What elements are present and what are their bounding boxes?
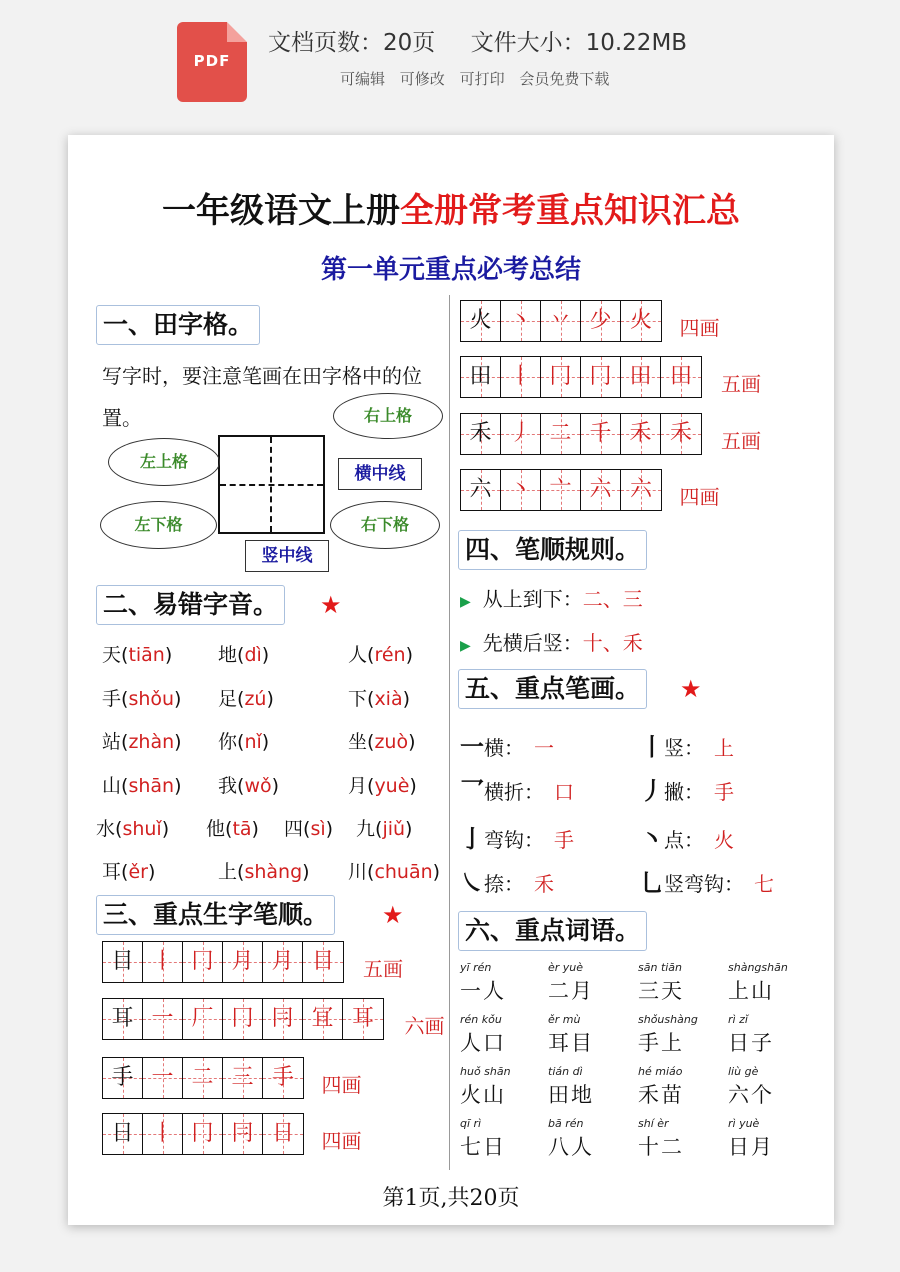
word-pinyin: yī rén	[460, 961, 492, 974]
word-item	[728, 1117, 774, 1161]
label-horizontal-centerline: 横中线	[338, 458, 422, 490]
title-red: 全册常考重点知识汇总	[400, 191, 740, 231]
word-characters: 七日	[460, 1135, 506, 1159]
rule-text: 从上到下：	[482, 587, 583, 611]
grid-character: 日	[103, 1114, 143, 1154]
stroke-count: 四画	[679, 316, 720, 340]
grid-stroke-step: 冂	[183, 1114, 223, 1154]
stroke-item: ㇏捺： 禾	[460, 869, 554, 897]
star-icon: ★	[320, 591, 342, 619]
word-pinyin: shǒushàng	[638, 1013, 698, 1026]
grid-stroke-step: 丨	[143, 942, 183, 982]
stroke-glyph: 乛	[460, 777, 484, 805]
rule-item	[460, 627, 643, 656]
grid-stroke-step: 冂	[183, 942, 223, 982]
word-characters: 上山	[728, 979, 774, 1003]
section-heading-5: 五、重点笔画。	[458, 669, 647, 709]
grid-stroke-step: 亠	[541, 470, 581, 510]
word-pinyin: huǒ shān	[460, 1065, 511, 1078]
grid-stroke-step: 丿	[501, 414, 541, 454]
tianzige-diagram	[218, 435, 325, 534]
stroke-grid	[102, 941, 344, 983]
word-characters: 十二	[638, 1135, 684, 1159]
grid-stroke-step: 丨	[143, 1114, 183, 1154]
grid-stroke-step: 冂	[541, 357, 581, 397]
grid-stroke-step: 冂	[223, 999, 263, 1039]
stroke-grid	[460, 413, 702, 455]
page-footer: 第1页,共20页	[382, 1186, 520, 1211]
pinyin-entry: 手(shǒu)	[102, 688, 182, 710]
word-pinyin: shí èr	[638, 1117, 669, 1130]
section-heading-3: 三、重点生字笔顺。	[96, 895, 335, 935]
grid-character: 手	[103, 1058, 143, 1098]
word-pinyin: qī rì	[460, 1117, 482, 1130]
stroke-grid	[102, 1113, 304, 1155]
grid-stroke-step: 冝	[303, 999, 343, 1039]
label-vertical-centerline: 竖中线	[245, 540, 329, 572]
pinyin-entry: 足(zú)	[218, 688, 274, 710]
pinyin-entry: 九(jiǔ)	[356, 818, 413, 840]
pdf-file-icon	[177, 22, 247, 102]
grid-character: 田	[461, 357, 501, 397]
stroke-count: 六画	[404, 1014, 445, 1038]
section-1-text: 写字时，要注意笔画在田字格中的位置。	[102, 364, 422, 430]
grid-stroke-step: 厂	[183, 999, 223, 1039]
word-pinyin: rén kǒu	[460, 1013, 502, 1026]
pinyin-entry: 站(zhàn)	[102, 731, 182, 753]
stroke-count: 四画	[321, 1073, 362, 1097]
word-item	[460, 961, 506, 1005]
word-characters: 禾苗	[638, 1083, 684, 1107]
grid-stroke-step: 一	[143, 1058, 183, 1098]
grid-stroke-step: 六	[621, 470, 661, 510]
word-item	[460, 1065, 511, 1109]
stroke-glyph: 丨	[640, 733, 664, 761]
word-characters: 日子	[728, 1031, 774, 1055]
word-characters: 八人	[548, 1135, 594, 1159]
word-item	[638, 1065, 684, 1109]
page-title	[68, 183, 834, 232]
pinyin-entry: 我(wǒ)	[218, 775, 280, 797]
document-page	[68, 135, 834, 1225]
word-item	[638, 1013, 698, 1057]
pinyin-entry: 上(shàng)	[218, 861, 310, 883]
rule-text: 先横后竖：	[482, 631, 583, 655]
grid-stroke-step: 少	[581, 301, 621, 341]
rule-item	[460, 583, 643, 612]
bubble-bottom-left: 左下格	[100, 501, 217, 549]
grid-stroke-step: 禾	[621, 414, 661, 454]
grid-character: 六	[461, 470, 501, 510]
stroke-count: 五画	[363, 957, 403, 981]
stroke-item: 丶点： 火	[640, 825, 734, 853]
stroke-count: 五画	[721, 372, 761, 396]
word-item	[460, 1117, 506, 1161]
stroke-item: 丨竖： 上	[640, 733, 734, 761]
word-characters: 六个	[728, 1083, 774, 1107]
word-characters: 日月	[728, 1135, 774, 1159]
stroke-item: 丿撇： 手	[640, 777, 734, 805]
pinyin-entry: 下(xià)	[348, 688, 411, 710]
section-heading-1: 一、田字格。	[96, 305, 260, 345]
word-item	[548, 1065, 594, 1109]
word-pinyin: ěr mù	[548, 1013, 581, 1026]
stroke-glyph: ㇏	[460, 869, 484, 897]
grid-stroke-step: 丶	[501, 301, 541, 341]
stroke-item: 乚竖弯钩： 七	[640, 869, 774, 897]
grid-stroke-step: 火	[621, 301, 661, 341]
stroke-item: 亅弯钩： 手	[460, 825, 574, 853]
grid-stroke-step: 冃	[223, 1114, 263, 1154]
word-characters: 三天	[638, 979, 684, 1003]
stroke-grid	[460, 469, 662, 511]
word-item	[728, 961, 788, 1005]
stroke-item: 乛横折： 口	[460, 777, 574, 805]
pinyin-entry: 耳(ěr)	[102, 861, 156, 883]
doc-features	[340, 68, 619, 89]
stroke-glyph: 亅	[460, 825, 484, 853]
word-characters: 手上	[638, 1031, 684, 1055]
word-pinyin: tián dì	[548, 1065, 583, 1078]
word-pinyin: shàngshān	[728, 961, 788, 974]
stroke-glyph: 一	[460, 733, 484, 761]
word-characters: 一人	[460, 979, 506, 1003]
page-subtitle: 第一单元重点必考总结	[320, 255, 581, 285]
feature-printable: 可打印	[459, 70, 505, 88]
doc-meta	[268, 24, 715, 57]
stroke-glyph: 丶	[640, 825, 664, 853]
stroke-count: 四画	[321, 1129, 362, 1153]
word-item	[638, 1117, 684, 1161]
grid-stroke-step: 丶	[501, 470, 541, 510]
word-item	[728, 1013, 774, 1057]
pinyin-entry: 月(yuè)	[348, 775, 417, 797]
grid-stroke-step: 六	[581, 470, 621, 510]
pinyin-entry: 人(rén)	[348, 644, 413, 666]
pinyin-entry: 水(shuǐ)	[96, 818, 170, 840]
column-divider	[449, 295, 450, 1170]
word-characters: 人口	[460, 1031, 506, 1055]
section-heading-6: 六、重点词语。	[458, 911, 647, 951]
feature-modifiable: 可修改	[399, 70, 445, 88]
grid-stroke-step: 禾	[661, 414, 701, 454]
pinyin-entry: 你(nǐ)	[218, 731, 270, 753]
grid-stroke-step: 丷	[541, 301, 581, 341]
grid-character: 目	[103, 942, 143, 982]
triangle-bullet-icon: ▶	[460, 594, 471, 610]
word-pinyin: èr yuè	[548, 961, 584, 974]
rule-example: 十、禾	[582, 631, 643, 655]
word-item	[548, 961, 594, 1005]
word-item	[460, 1013, 506, 1057]
grid-stroke-step: 月	[263, 942, 303, 982]
grid-stroke-step: 月	[223, 942, 263, 982]
stroke-count: 五画	[721, 429, 761, 453]
pinyin-entry: 川(chuān)	[348, 861, 441, 883]
word-characters: 田地	[548, 1083, 594, 1107]
stroke-grid	[460, 300, 662, 342]
stroke-grid	[102, 1057, 304, 1099]
word-characters: 耳目	[548, 1031, 594, 1055]
word-pinyin: hé miáo	[638, 1065, 683, 1078]
word-pinyin: rì zǐ	[728, 1013, 748, 1026]
section-heading-2: 二、易错字音。	[96, 585, 285, 625]
star-icon: ★	[680, 675, 702, 703]
pdf-badge-label: PDF	[193, 52, 231, 70]
bubble-top-right: 右上格	[333, 393, 443, 439]
grid-stroke-step: 冃	[263, 999, 303, 1039]
grid-stroke-step: 手	[263, 1058, 303, 1098]
word-characters: 二月	[548, 979, 594, 1003]
page-count: 文档页数：20页	[268, 30, 436, 56]
pinyin-entry: 地(dì)	[218, 644, 270, 666]
grid-stroke-step: 田	[661, 357, 701, 397]
grid-stroke-step: 二	[183, 1058, 223, 1098]
word-pinyin: liù gè	[728, 1065, 759, 1078]
feature-editable: 可编辑	[340, 70, 386, 88]
stroke-grid	[102, 998, 384, 1040]
grid-stroke-step: 耳	[343, 999, 383, 1039]
pinyin-entry: 天(tiān)	[102, 644, 173, 666]
word-pinyin: bā rén	[548, 1117, 584, 1130]
stroke-item: 一横： 一	[460, 733, 554, 761]
file-size: 文件大小：10.22MB	[470, 30, 688, 56]
triangle-bullet-icon: ▶	[460, 638, 471, 654]
grid-character: 耳	[103, 999, 143, 1039]
grid-stroke-step: 二	[541, 414, 581, 454]
bubble-top-left: 左上格	[108, 438, 220, 486]
stroke-count: 四画	[679, 485, 720, 509]
feature-member-download: 会员免费下载	[519, 70, 610, 88]
pinyin-entry: 坐(zuò)	[348, 731, 416, 753]
grid-stroke-step: 日	[263, 1114, 303, 1154]
stroke-glyph: 丿	[640, 777, 664, 805]
star-icon: ★	[382, 901, 404, 929]
bubble-bottom-right: 右下格	[330, 501, 440, 549]
grid-stroke-step: 一	[143, 999, 183, 1039]
stroke-grid	[460, 356, 702, 398]
word-pinyin: sān tiān	[638, 961, 683, 974]
grid-stroke-step: 千	[581, 414, 621, 454]
grid-stroke-step: 丨	[501, 357, 541, 397]
grid-character: 火	[461, 301, 501, 341]
word-pinyin: rì yuè	[728, 1117, 760, 1130]
word-item	[638, 961, 684, 1005]
grid-character: 禾	[461, 414, 501, 454]
word-item	[548, 1013, 594, 1057]
word-item	[728, 1065, 774, 1109]
pinyin-entry: 山(shān)	[102, 775, 182, 797]
title-black: 一年级语文上册	[162, 191, 400, 231]
grid-stroke-step: 田	[621, 357, 661, 397]
section-heading-4: 四、笔顺规则。	[458, 530, 647, 570]
stroke-glyph: 乚	[640, 869, 664, 897]
pinyin-entry: 四(sì)	[284, 818, 334, 840]
pinyin-entry: 他(tā)	[206, 818, 259, 840]
word-item	[548, 1117, 594, 1161]
rule-example: 二、三	[582, 587, 643, 611]
word-characters: 火山	[460, 1083, 506, 1107]
grid-stroke-step: 目	[303, 942, 343, 982]
grid-stroke-step: 冂	[581, 357, 621, 397]
grid-stroke-step: 三	[223, 1058, 263, 1098]
